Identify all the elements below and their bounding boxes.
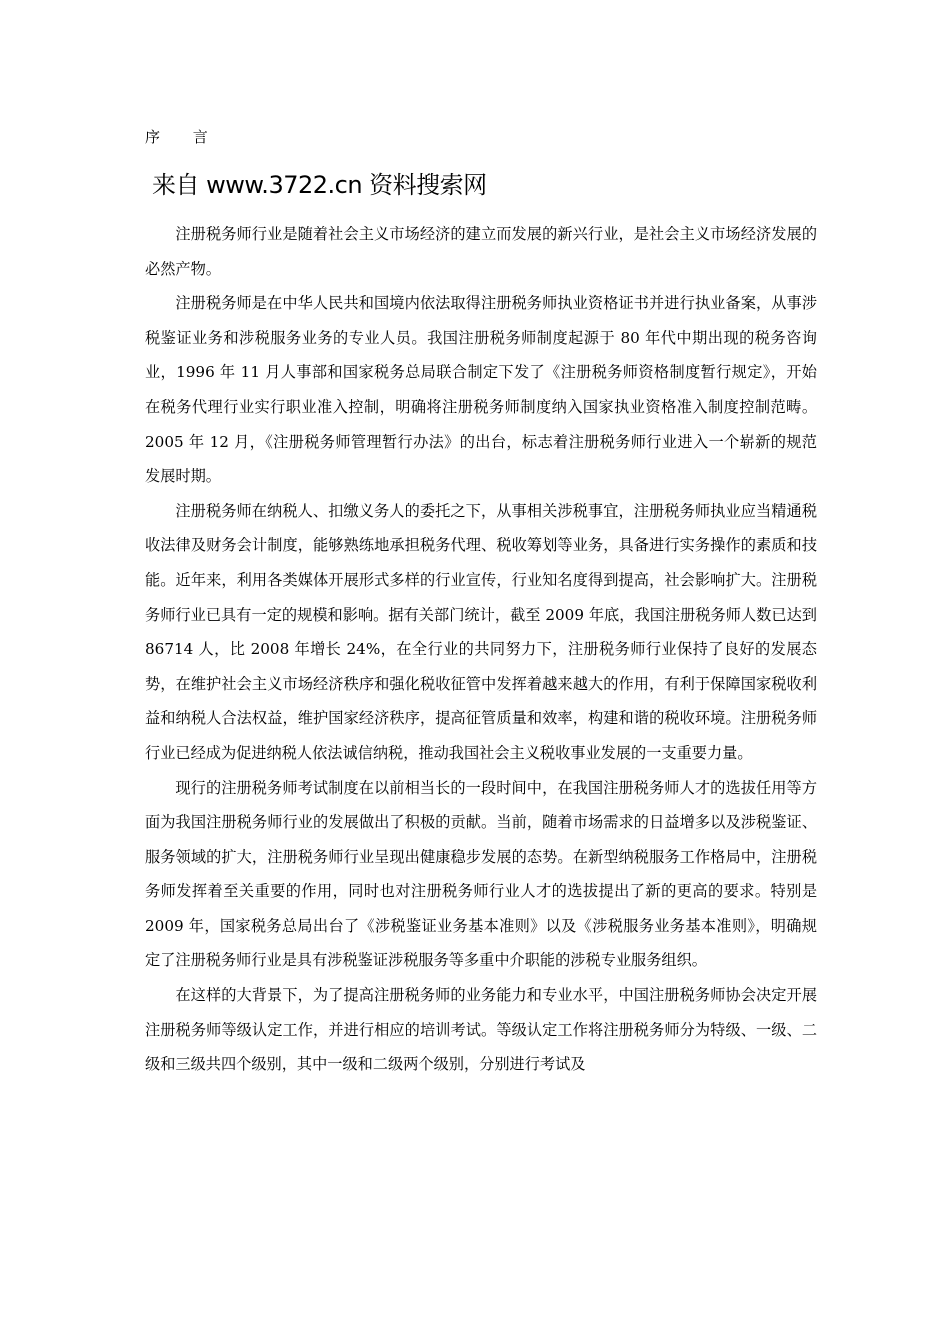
body-text bbox=[145, 217, 817, 1082]
paragraph: 注册税务师是在中华人民共和国境内依法取得注册税务师执业资格证书并进行执业备案，从事涉税鉴证业务和涉税服务业务的专业人员。我国注册税务师制度起源于 80 年代中期出现的税务咨询业，1996 年 11 月人事部和国家税务总局联合制定下发了《注册税务师资格制度暂行规定》，开始在税务代理行业实行职业准入控制，明确将注册税务师制度纳入国家执业资格准入制度控制范畴。2005 年 12 月，《注册税务师管理暂行办法》的出台，标志着注册税务师行业进入一个崭新的规范发展时期。 bbox=[145, 294, 817, 486]
paragraph: 现行的注册税务师考试制度在以前相当长的一段时间中，在我国注册税务师人才的选拔任用等方面为我国注册税务师行业的发展做出了积极的贡献。当前，随着市场需求的日益增多以及涉税鉴证、服务领域的扩大，注册税务师行业呈现出健康稳步发展的态势。在新型纳税服务工作格局中，注册税务师发挥着至关重要的作用，同时也对注册税务师行业人才的选拔提出了新的更高的要求。特别是 2009 年，国家税务总局出台了《涉税鉴证业务基本准则》以及《涉税服务业务基本准则》，明确规定了注册税务师行业是具有涉税鉴证涉税服务等多重中介职能的涉税专业服务组织。 bbox=[145, 778, 817, 970]
paragraph: 注册税务师在纳税人、扣缴义务人的委托之下，从事相关涉税事宜，注册税务师执业应当精通税收法律及财务会计制度，能够熟练地承担税务代理、税收筹划等业务，具备进行实务操作的素质和技能。近年来，利用各类媒体开展形式多样的行业宣传，行业知名度得到提高，社会影响扩大。注册税务师行业已具有一定的规模和影响。据有关部门统计，截至 2009 年底，我国注册税务师人数已达到 86714 人，比 2008 年增长 24%，在全行业的共同努力下，注册税务师行业保持了良好的发展态势，在维护社会主义市场经济秩序和强化税收征管中发挥着越来越大的作用，有利于保障国家税收利益和纳税人合法权益，维护国家经济秩序，提高征管质量和效率，构建和谐的税收环境。注册税务师行业已经成为促进纳税人依法诚信纳税，推动我国社会主义税收事业发展的一支重要力量。 bbox=[145, 501, 817, 762]
source-watermark: 来自 www.3722.cn 资料搜索网 bbox=[152, 171, 487, 199]
section-heading: 序 言 bbox=[145, 128, 222, 146]
paragraph: 在这样的大背景下，为了提高注册税务师的业务能力和专业水平，中国注册税务师协会决定开展注册税务师等级认定工作，并进行相应的培训考试。等级认定工作将注册税务师分为特级、一级、二级和三级共四个级别，其中一级和二级两个级别，分别进行考试及 bbox=[145, 986, 817, 1074]
paragraph: 注册税务师行业是随着社会主义市场经济的建立而发展的新兴行业，是社会主义市场经济发展的必然产物。 bbox=[145, 225, 817, 278]
